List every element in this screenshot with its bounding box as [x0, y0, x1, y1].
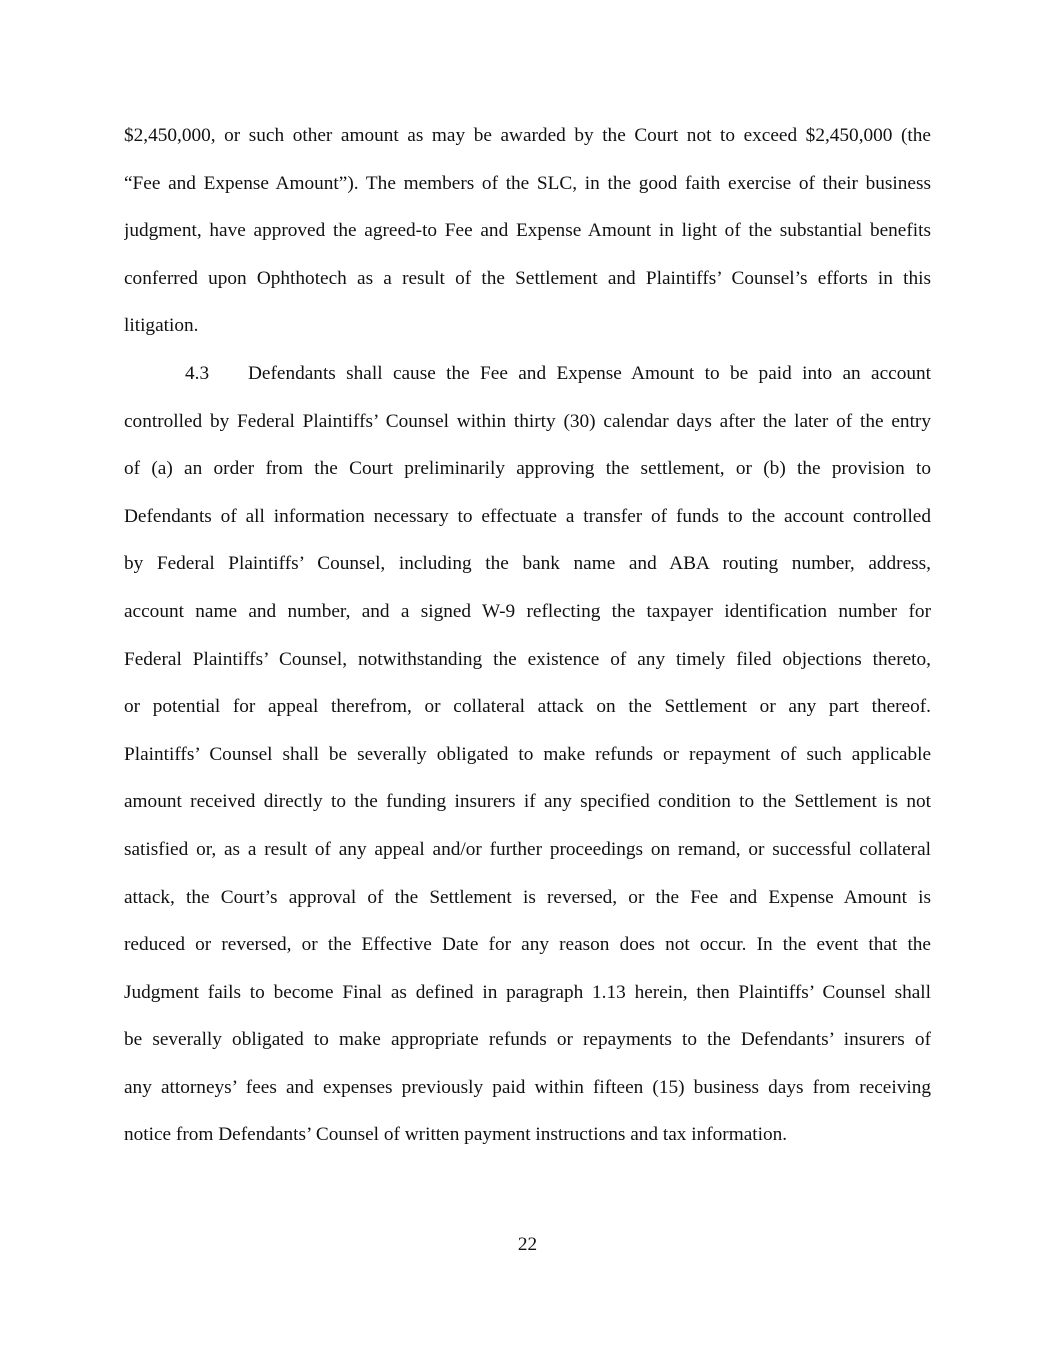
text-line: amount received directly to the funding insurers if any specified condition to the Settlement is not: [124, 791, 931, 813]
text-line: conferred upon Ophthotech as a result of the Settlement and Plaintiffs’ Counsel’s efforts in this: [124, 267, 931, 289]
text-line: controlled by Federal Plaintiffs’ Counsel within thirty (30) calendar days after the later of the entry: [124, 410, 931, 432]
text-line: notice from Defendants’ Counsel of written payment instructions and tax information.: [124, 1124, 788, 1146]
text-line: attack, the Court’s approval of the Settlement is reversed, or the Fee and Expense Amount is: [124, 886, 931, 908]
text-line: of (a) an order from the Court preliminarily approving the settlement, or (b) the provision to: [124, 458, 931, 480]
text-line: or potential for appeal therefrom, or collateral attack on the Settlement or any part thereof.: [124, 696, 931, 718]
text-line: account name and number, and a signed W-9 reflecting the taxpayer identification number for: [124, 600, 931, 622]
paragraph-fee-amount: [124, 119, 931, 357]
document-body: [124, 119, 931, 1166]
section-4-3: [124, 357, 931, 1166]
text-line: reduced or reversed, or the Effective Date for any reason does not occur. In the event that the: [124, 934, 931, 956]
section-number: 4.3: [185, 362, 210, 384]
section-first-line: Defendants shall cause the Fee and Expense Amount to be paid into an account: [248, 362, 931, 384]
text-line: Judgment fails to become Final as defined in paragraph 1.13 herein, then Plaintiffs’ Counsel shall: [124, 981, 931, 1003]
text-line: Federal Plaintiffs’ Counsel, notwithstanding the existence of any timely filed objections thereto,: [124, 648, 931, 670]
text-line: $2,450,000, or such other amount as may be awarded by the Court not to exceed $2,450,000 (the: [124, 125, 931, 146]
page-number: 22: [517, 1234, 538, 1255]
text-line: litigation.: [124, 315, 199, 337]
text-line: by Federal Plaintiffs’ Counsel, including the bank name and ABA routing number, address,: [124, 553, 931, 575]
text-line: satisfied or, as a result of any appeal and/or further proceedings on remand, or successful collateral: [124, 838, 931, 860]
text-line: Defendants of all information necessary to effectuate a transfer of funds to the account controlled: [124, 505, 931, 527]
section-heading-line: [124, 357, 931, 405]
text-line: be severally obligated to make appropriate refunds or repayments to the Defendants’ insurers of: [124, 1029, 931, 1051]
text-line: Plaintiffs’ Counsel shall be severally obligated to make refunds or repayment of such applicable: [124, 743, 931, 765]
text-line: “Fee and Expense Amount”). The members of the SLC, in the good faith exercise of their business: [124, 172, 931, 194]
text-line: judgment, have approved the agreed-to Fee and Expense Amount in light of the substantial benefits: [124, 220, 931, 242]
text-line: any attorneys’ fees and expenses previously paid within fifteen (15) business days from receiving: [124, 1076, 931, 1098]
